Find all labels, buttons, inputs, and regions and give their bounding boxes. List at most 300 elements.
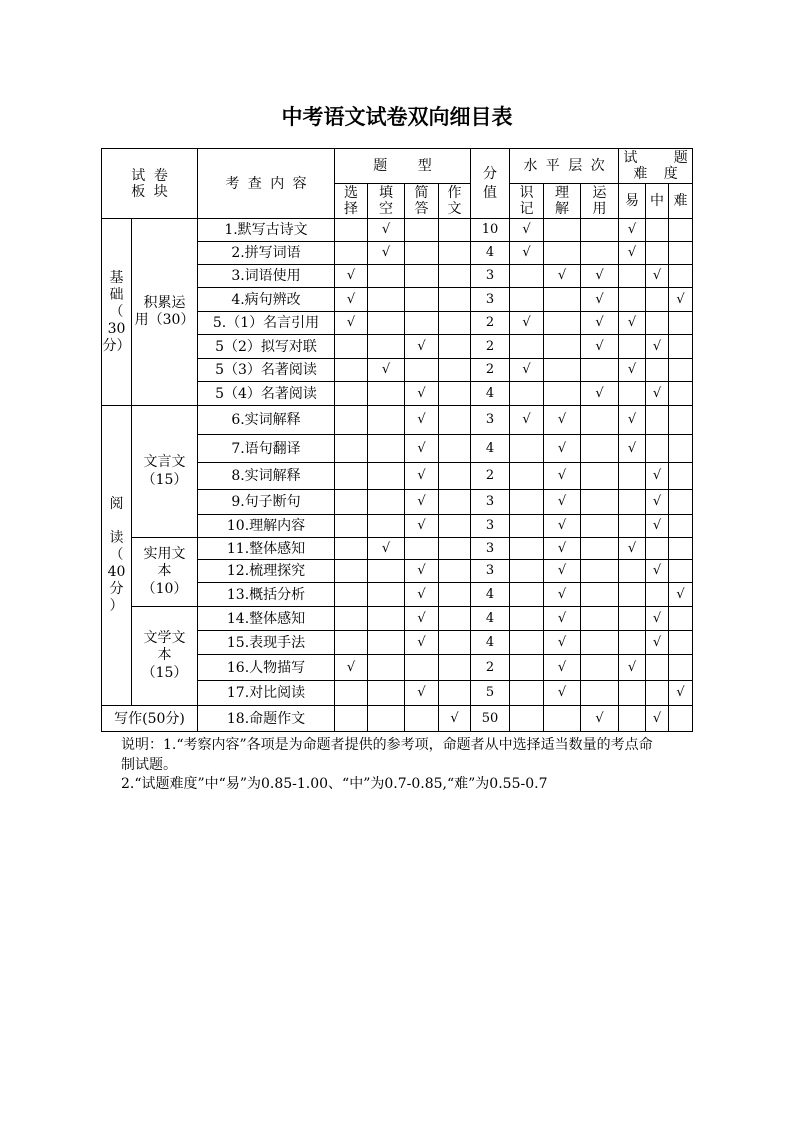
type-short-answer-cell: √ (405, 560, 439, 583)
type-essay-cell (439, 382, 471, 406)
level-understand-cell: √ (544, 490, 581, 515)
score-cell: 2 (471, 655, 510, 681)
difficulty-easy-cell: √ (619, 359, 646, 382)
score-cell: 3 (471, 515, 510, 538)
level-recall-cell: √ (510, 406, 544, 435)
type-short-answer-cell: √ (405, 583, 439, 607)
level-understand-cell: √ (544, 515, 581, 538)
type-fill-cell (368, 706, 405, 732)
header-difficulty-hard: 难 (669, 184, 693, 219)
score-cell: 4 (471, 242, 510, 265)
difficulty-hard-cell (669, 463, 693, 490)
difficulty-medium-cell: √ (646, 515, 669, 538)
type-choice-cell: √ (335, 265, 368, 288)
difficulty-medium-cell (646, 288, 669, 312)
type-short-answer-cell (405, 219, 439, 242)
table-row (102, 706, 693, 732)
type-short-answer-cell: √ (405, 435, 439, 463)
subsection-label: 文言文 （15） (141, 454, 188, 488)
level-recall-cell: √ (510, 312, 544, 335)
difficulty-hard-cell (669, 560, 693, 583)
type-fill-cell (368, 655, 405, 681)
type-choice-cell (335, 359, 368, 382)
score-cell: 3 (471, 560, 510, 583)
type-essay-cell: √ (439, 706, 471, 732)
level-understand-cell: √ (544, 583, 581, 607)
score-cell: 2 (471, 335, 510, 359)
type-essay-cell (439, 631, 471, 655)
difficulty-medium-cell: √ (646, 607, 669, 631)
difficulty-hard-cell (669, 219, 693, 242)
type-fill-cell (368, 288, 405, 312)
header-score (471, 149, 510, 219)
header-type-choice-label: 选择 (344, 185, 359, 217)
table-header (102, 149, 693, 219)
level-recall-cell (510, 681, 544, 706)
note-line-2: 制试题。 (121, 756, 177, 773)
type-short-answer-cell: √ (405, 463, 439, 490)
difficulty-easy-cell (619, 583, 646, 607)
subsection-cell (132, 607, 198, 706)
difficulty-medium-cell (646, 406, 669, 435)
content-cell: 11.整体感知 (198, 538, 335, 560)
level-recall-cell (510, 463, 544, 490)
level-understand-cell (544, 335, 581, 359)
section-label: 阅 读 （ 40 分 ） (107, 496, 126, 614)
subsection-cell (132, 406, 198, 538)
table-row (102, 538, 693, 560)
note-line-3: 2.“试题难度”中“易”为0.85-1.00、“中”为0.7-0.85,“难”为0.55-0.7 (121, 776, 548, 792)
type-choice-cell (335, 242, 368, 265)
type-choice-cell (335, 515, 368, 538)
header-difficulty (619, 149, 693, 184)
level-recall-cell (510, 631, 544, 655)
difficulty-medium-cell: √ (646, 631, 669, 655)
difficulty-easy-cell (619, 631, 646, 655)
level-understand-cell: √ (544, 538, 581, 560)
type-essay-cell (439, 359, 471, 382)
header-section-line1: 试 卷 (131, 167, 168, 184)
level-understand-cell (544, 242, 581, 265)
type-fill-cell: √ (368, 242, 405, 265)
header-question-type (335, 149, 471, 184)
content-cell: 16.人物描写 (198, 655, 335, 681)
exam-spec-table (101, 148, 693, 732)
difficulty-medium-cell: √ (646, 335, 669, 359)
score-cell: 4 (471, 631, 510, 655)
type-choice-cell (335, 490, 368, 515)
level-recall-cell (510, 288, 544, 312)
header-type-choice (335, 184, 368, 219)
difficulty-hard-cell (669, 435, 693, 463)
type-choice-cell (335, 631, 368, 655)
difficulty-medium-cell (646, 219, 669, 242)
type-essay-cell (439, 406, 471, 435)
level-understand-cell (544, 359, 581, 382)
type-essay-cell (439, 219, 471, 242)
type-choice-cell (335, 681, 368, 706)
header-type-essay-label: 作文 (447, 185, 462, 217)
score-cell: 2 (471, 312, 510, 335)
content-cell: 5（4）名著阅读 (198, 382, 335, 406)
difficulty-hard-cell (669, 242, 693, 265)
type-fill-cell (368, 382, 405, 406)
level-apply-cell: √ (581, 335, 619, 359)
difficulty-easy-cell (619, 382, 646, 406)
type-short-answer-cell: √ (405, 515, 439, 538)
difficulty-easy-cell (619, 607, 646, 631)
difficulty-hard-cell (669, 265, 693, 288)
subsection-label: 文学文 本 （15） (141, 629, 188, 681)
type-choice-cell (335, 706, 368, 732)
section-label: 基 础 （ 30 分） (102, 269, 131, 354)
type-fill-cell: √ (368, 219, 405, 242)
content-cell: 1.默写古诗文 (198, 219, 335, 242)
type-short-answer-cell: √ (405, 631, 439, 655)
header-section-line2: 板 块 (131, 183, 168, 200)
type-essay-cell (439, 655, 471, 681)
level-apply-cell (581, 463, 619, 490)
type-choice-cell (335, 560, 368, 583)
score-cell: 2 (471, 359, 510, 382)
difficulty-easy-cell (619, 560, 646, 583)
content-cell: 4.病句辨改 (198, 288, 335, 312)
score-cell: 10 (471, 219, 510, 242)
type-essay-cell (439, 312, 471, 335)
level-recall-cell (510, 607, 544, 631)
difficulty-hard-cell (669, 706, 693, 732)
header-level-recall (510, 184, 544, 219)
header-content-label: 考 查 内 容 (225, 175, 307, 192)
section-cell (102, 219, 132, 406)
difficulty-easy-cell: √ (619, 219, 646, 242)
content-cell: 18.命题作文 (198, 706, 335, 732)
type-choice-cell: √ (335, 655, 368, 681)
section-label: 写作(50分) (114, 710, 185, 727)
score-cell: 2 (471, 463, 510, 490)
type-choice-cell (335, 219, 368, 242)
type-choice-cell (335, 583, 368, 607)
type-short-answer-cell: √ (405, 335, 439, 359)
subsection-label: 实用文 本 （10） (141, 545, 188, 597)
header-level-apply-label: 运用 (592, 185, 607, 217)
content-cell: 3.词语使用 (198, 265, 335, 288)
level-understand-cell: √ (544, 631, 581, 655)
type-fill-cell (368, 607, 405, 631)
level-recall-cell (510, 655, 544, 681)
difficulty-easy-cell (619, 515, 646, 538)
level-apply-cell (581, 631, 619, 655)
notes (121, 736, 653, 795)
difficulty-easy-cell: √ (619, 242, 646, 265)
content-cell: 14.整体感知 (198, 607, 335, 631)
level-apply-cell (581, 359, 619, 382)
level-understand-cell (544, 219, 581, 242)
score-cell: 4 (471, 435, 510, 463)
type-short-answer-cell (405, 538, 439, 560)
score-cell: 5 (471, 681, 510, 706)
level-apply-cell (581, 607, 619, 631)
type-choice-cell (335, 607, 368, 631)
difficulty-easy-cell: √ (619, 655, 646, 681)
content-cell: 9.句子断句 (198, 490, 335, 515)
difficulty-medium-cell (646, 655, 669, 681)
type-short-answer-cell: √ (405, 406, 439, 435)
type-choice-cell (335, 406, 368, 435)
header-level-label: 水 平 层 次 (523, 158, 605, 174)
section-cell (102, 706, 198, 732)
header-type-essay (439, 184, 471, 219)
type-short-answer-cell (405, 706, 439, 732)
type-choice-cell (335, 382, 368, 406)
content-cell: 7.语句翻译 (198, 435, 335, 463)
score-cell: 3 (471, 406, 510, 435)
level-understand-cell (544, 382, 581, 406)
content-cell: 2.拼写词语 (198, 242, 335, 265)
type-choice-cell: √ (335, 312, 368, 335)
type-short-answer-cell (405, 242, 439, 265)
subsection-label: 积累运 用（30） (134, 294, 195, 328)
level-understand-cell: √ (544, 265, 581, 288)
type-fill-cell: √ (368, 359, 405, 382)
level-apply-cell: √ (581, 265, 619, 288)
type-short-answer-cell: √ (405, 681, 439, 706)
header-question-type-label: 题 型 (373, 158, 432, 174)
level-apply-cell (581, 219, 619, 242)
level-apply-cell (581, 242, 619, 265)
type-choice-cell (335, 435, 368, 463)
difficulty-easy-cell (619, 265, 646, 288)
level-recall-cell (510, 560, 544, 583)
header-difficulty-easy: 易 (619, 184, 646, 219)
content-cell: 12.梳理探究 (198, 560, 335, 583)
header-content (198, 149, 335, 219)
difficulty-easy-cell (619, 288, 646, 312)
difficulty-hard-cell (669, 312, 693, 335)
level-apply-cell: √ (581, 288, 619, 312)
header-section (102, 149, 198, 219)
type-choice-cell: √ (335, 288, 368, 312)
level-understand-cell: √ (544, 681, 581, 706)
difficulty-medium-cell: √ (646, 490, 669, 515)
level-recall-cell (510, 538, 544, 560)
difficulty-hard-cell (669, 655, 693, 681)
type-essay-cell (439, 560, 471, 583)
difficulty-medium-cell (646, 312, 669, 335)
difficulty-hard-cell (669, 359, 693, 382)
type-short-answer-cell (405, 265, 439, 288)
level-apply-cell: √ (581, 312, 619, 335)
level-apply-cell (581, 515, 619, 538)
type-choice-cell (335, 335, 368, 359)
difficulty-hard-cell (669, 538, 693, 560)
difficulty-medium-cell (646, 435, 669, 463)
level-recall-cell (510, 515, 544, 538)
difficulty-medium-cell: √ (646, 706, 669, 732)
type-short-answer-cell: √ (405, 607, 439, 631)
type-essay-cell (439, 335, 471, 359)
type-fill-cell: √ (368, 538, 405, 560)
level-recall-cell: √ (510, 242, 544, 265)
type-fill-cell (368, 265, 405, 288)
type-fill-cell (368, 515, 405, 538)
type-fill-cell (368, 312, 405, 335)
header-difficulty-medium: 中 (646, 184, 669, 219)
type-short-answer-cell (405, 288, 439, 312)
type-essay-cell (439, 242, 471, 265)
level-apply-cell (581, 435, 619, 463)
table-row (102, 607, 693, 631)
difficulty-hard-cell (669, 607, 693, 631)
level-apply-cell (581, 538, 619, 560)
type-essay-cell (439, 288, 471, 312)
type-essay-cell (439, 265, 471, 288)
difficulty-easy-cell: √ (619, 312, 646, 335)
level-recall-cell: √ (510, 219, 544, 242)
content-cell: 5.（1）名言引用 (198, 312, 335, 335)
difficulty-hard-cell (669, 631, 693, 655)
difficulty-medium-cell (646, 242, 669, 265)
score-cell: 4 (471, 583, 510, 607)
difficulty-medium-cell (646, 538, 669, 560)
type-fill-cell (368, 435, 405, 463)
content-cell: 13.概括分析 (198, 583, 335, 607)
table-row (102, 406, 693, 435)
difficulty-medium-cell (646, 583, 669, 607)
type-essay-cell (439, 607, 471, 631)
type-choice-cell (335, 463, 368, 490)
header-type-fill (368, 184, 405, 219)
level-understand-cell: √ (544, 607, 581, 631)
level-recall-cell (510, 265, 544, 288)
score-cell: 4 (471, 607, 510, 631)
header-level-understand (544, 184, 581, 219)
header-difficulty-line2: 难 度 (633, 166, 678, 182)
level-understand-cell: √ (544, 406, 581, 435)
header-type-fill-label: 填空 (379, 185, 394, 217)
type-fill-cell (368, 406, 405, 435)
difficulty-easy-cell (619, 335, 646, 359)
level-apply-cell (581, 490, 619, 515)
difficulty-hard-cell (669, 335, 693, 359)
level-understand-cell: √ (544, 655, 581, 681)
type-short-answer-cell: √ (405, 490, 439, 515)
level-understand-cell: √ (544, 463, 581, 490)
level-recall-cell: √ (510, 359, 544, 382)
content-cell: 5（3）名著阅读 (198, 359, 335, 382)
type-fill-cell (368, 631, 405, 655)
type-essay-cell (439, 681, 471, 706)
score-cell: 50 (471, 706, 510, 732)
difficulty-easy-cell (619, 490, 646, 515)
level-understand-cell: √ (544, 435, 581, 463)
level-recall-cell (510, 583, 544, 607)
header-difficulty-line1: 试 题 (623, 150, 688, 166)
type-short-answer-cell (405, 655, 439, 681)
level-understand-cell: √ (544, 560, 581, 583)
subsection-cell (132, 538, 198, 607)
level-apply-cell: √ (581, 382, 619, 406)
type-essay-cell (439, 463, 471, 490)
difficulty-easy-cell: √ (619, 435, 646, 463)
type-fill-cell (368, 681, 405, 706)
difficulty-hard-cell: √ (669, 583, 693, 607)
difficulty-hard-cell (669, 490, 693, 515)
content-cell: 5（2）拟写对联 (198, 335, 335, 359)
table-body (102, 219, 693, 732)
score-cell: 3 (471, 490, 510, 515)
level-apply-cell: √ (581, 706, 619, 732)
type-fill-cell (368, 583, 405, 607)
header-level-apply (581, 184, 619, 219)
type-choice-cell (335, 538, 368, 560)
level-apply-cell (581, 560, 619, 583)
difficulty-easy-cell (619, 706, 646, 732)
type-essay-cell (439, 515, 471, 538)
header-type-short-answer-label: 简答 (414, 185, 429, 217)
level-recall-cell (510, 490, 544, 515)
difficulty-medium-cell (646, 681, 669, 706)
table-row (102, 219, 693, 242)
difficulty-hard-cell (669, 406, 693, 435)
type-fill-cell (368, 335, 405, 359)
page-title: 中考语文试卷双向细目表 (281, 104, 513, 129)
difficulty-medium-cell: √ (646, 560, 669, 583)
header-level-understand-label: 理解 (555, 185, 570, 217)
level-understand-cell (544, 312, 581, 335)
score-cell: 3 (471, 288, 510, 312)
section-cell (102, 406, 132, 706)
level-recall-cell (510, 335, 544, 359)
level-understand-cell (544, 706, 581, 732)
type-essay-cell (439, 538, 471, 560)
level-understand-cell (544, 288, 581, 312)
subsection-cell (132, 219, 198, 406)
header-row-1 (102, 149, 693, 184)
content-cell: 6.实词解释 (198, 406, 335, 435)
content-cell: 15.表现手法 (198, 631, 335, 655)
difficulty-hard-cell: √ (669, 681, 693, 706)
content-cell: 17.对比阅读 (198, 681, 335, 706)
difficulty-easy-cell (619, 463, 646, 490)
type-short-answer-cell (405, 359, 439, 382)
level-recall-cell (510, 382, 544, 406)
type-fill-cell (368, 463, 405, 490)
difficulty-medium-cell: √ (646, 463, 669, 490)
header-level (510, 149, 619, 184)
type-essay-cell (439, 583, 471, 607)
difficulty-hard-cell (669, 515, 693, 538)
score-cell: 4 (471, 382, 510, 406)
level-recall-cell (510, 706, 544, 732)
content-cell: 10.理解内容 (198, 515, 335, 538)
level-apply-cell (581, 655, 619, 681)
header-score-label: 分值 (483, 165, 498, 201)
type-essay-cell (439, 435, 471, 463)
level-apply-cell (581, 583, 619, 607)
score-cell: 3 (471, 265, 510, 288)
type-short-answer-cell: √ (405, 382, 439, 406)
score-cell: 3 (471, 538, 510, 560)
type-essay-cell (439, 490, 471, 515)
content-cell: 8.实词解释 (198, 463, 335, 490)
difficulty-medium-cell: √ (646, 265, 669, 288)
difficulty-hard-cell (669, 382, 693, 406)
header-type-short-answer (405, 184, 439, 219)
difficulty-hard-cell: √ (669, 288, 693, 312)
type-fill-cell (368, 490, 405, 515)
level-apply-cell (581, 406, 619, 435)
